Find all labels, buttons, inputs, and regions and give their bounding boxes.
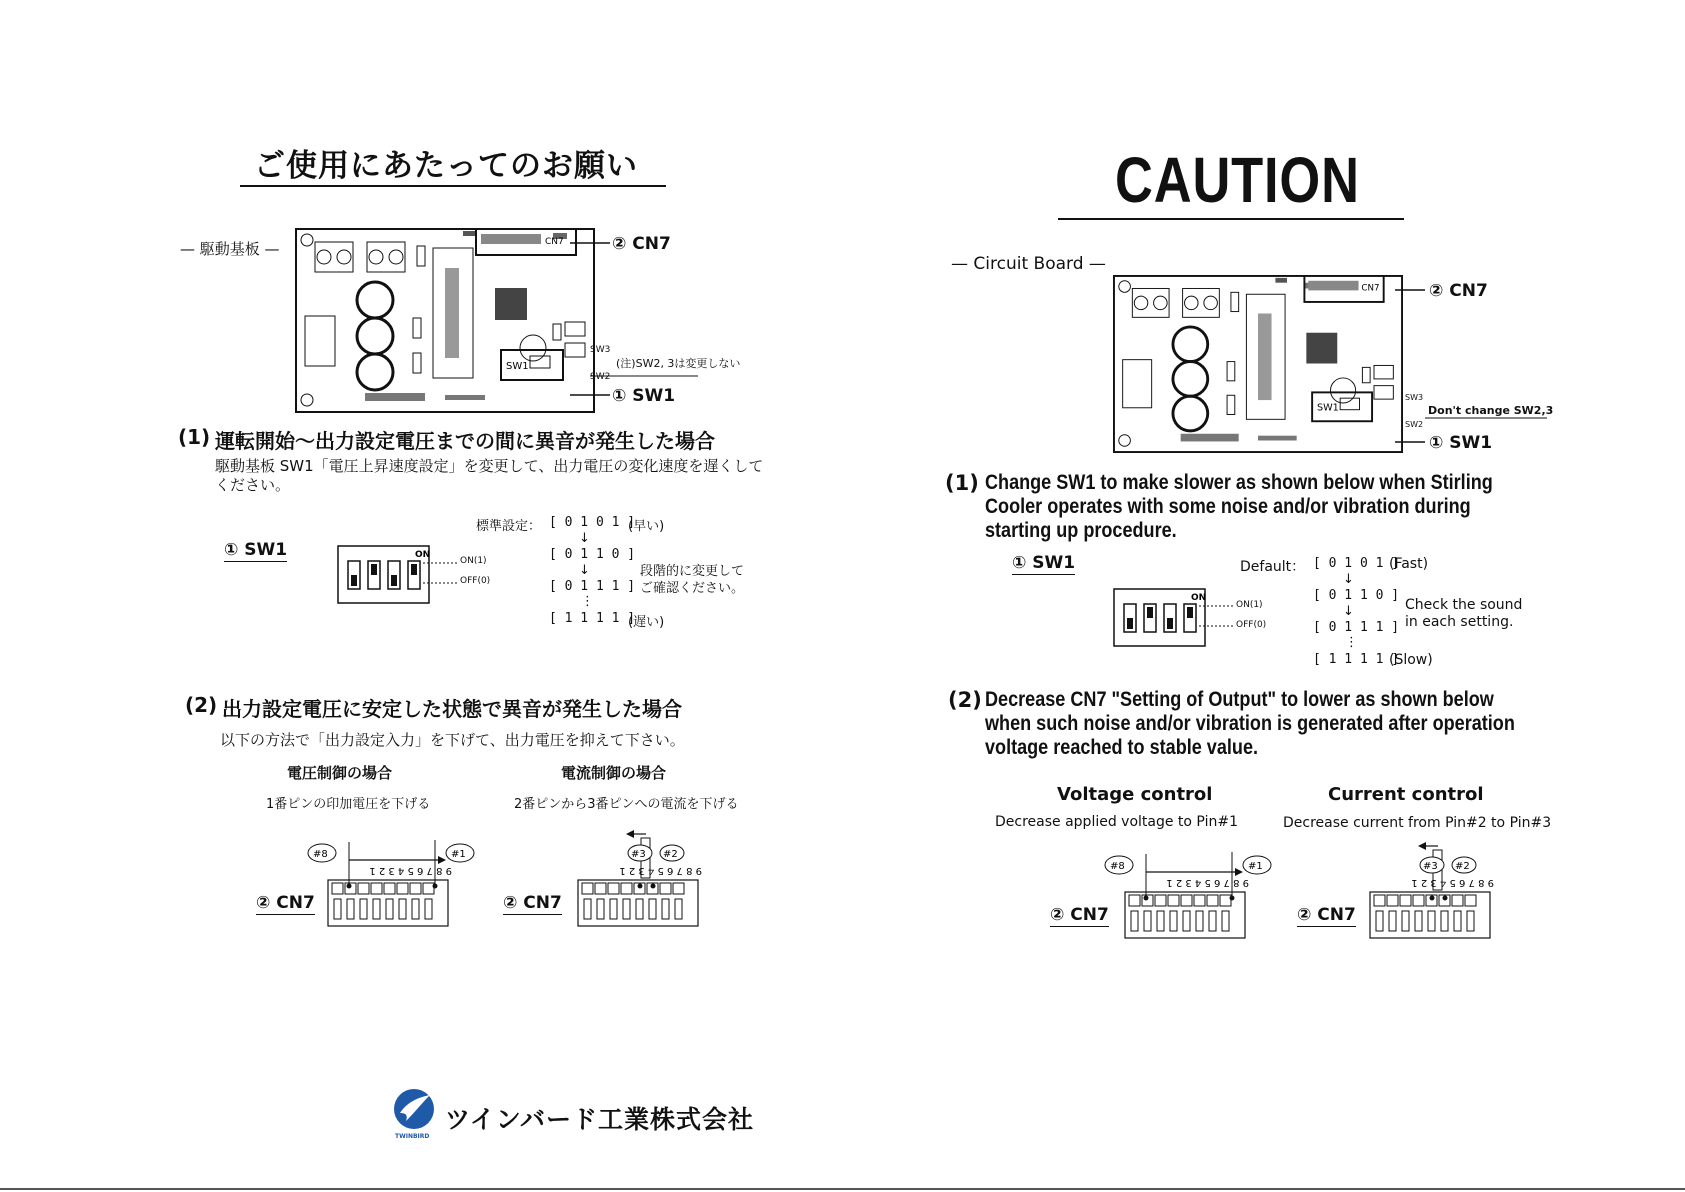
en-on-label: ON(1) xyxy=(1236,600,1263,610)
en-circuit-board-image xyxy=(1113,275,1403,453)
jp-page-title: ご使用にあたってのお願い xyxy=(254,148,638,184)
jp-circuit-board-image xyxy=(295,228,595,413)
jp-dots: ⋮ xyxy=(581,594,594,609)
en-s2-heading-line3: voltage reached to stable value. xyxy=(985,736,1259,759)
jp-arrow-2: ↓ xyxy=(579,563,590,578)
en-arrow-2: ↓ xyxy=(1343,604,1354,619)
jp-off-label: OFF(0) xyxy=(460,576,491,586)
jp-cc-desc: 2番ピンから3番ピンへの電流を下げる xyxy=(514,797,739,812)
jp-arrow-1: ↓ xyxy=(579,531,590,546)
en-pin1-label: #1 xyxy=(1248,861,1263,872)
jp-board-cn7-text: CN7 xyxy=(545,237,564,247)
jp-vc-cn7-label: ② CN7 xyxy=(256,893,315,913)
en-sw1-label: ① SW1 xyxy=(1012,553,1076,573)
en-dip-on-mark: ON xyxy=(1191,593,1207,603)
jp-board-label: — 駆動基板 — xyxy=(180,240,280,258)
en-current-connector xyxy=(1352,840,1532,940)
en-cc-pin-digits: 9 8 7 6 5 4 3 2 1 xyxy=(1411,877,1494,888)
en-sw2-label: SW2 xyxy=(1405,420,1424,429)
jp-vc-title: 電圧制御の場合 xyxy=(287,764,393,782)
jp-s1-number: (1) xyxy=(178,425,211,449)
jp-fast-label: (早い) xyxy=(628,519,665,534)
jp-pin3-label: #3 xyxy=(631,849,646,860)
en-check-line1: Check the sound xyxy=(1405,597,1523,613)
en-default-label: Default： xyxy=(1240,559,1306,575)
jp-s1-body-line2: ください。 xyxy=(215,476,291,494)
jp-stepwise-line1: 段階的に変更して xyxy=(640,564,745,579)
jp-seq-1: [ 0 1 1 0 ] xyxy=(549,547,636,562)
twinbird-brand-text: TWINBIRD xyxy=(395,1133,430,1140)
jp-vc-desc: 1番ピンの印加電圧を下げる xyxy=(266,797,431,812)
en-off-label: OFF(0) xyxy=(1236,620,1267,630)
jp-title-underline xyxy=(240,185,666,187)
jp-default-label: 標準設定： xyxy=(476,519,542,534)
en-board-label: — Circuit Board — xyxy=(951,254,1106,274)
en-s1-heading-line1: Change SW1 to make slower as shown below when Stirling xyxy=(985,471,1493,494)
jp-company-name: ツインバード工業株式会社 xyxy=(445,1105,755,1134)
en-s1-number: (1) xyxy=(945,471,979,495)
en-s2-heading-line1: Decrease CN7 "Setting of Output" to lower as shown below xyxy=(985,688,1494,711)
en-s2-heading-line2: when such noise and/or vibration is generated after operation xyxy=(985,712,1515,735)
en-board-cn7-text: CN7 xyxy=(1361,283,1380,294)
page-bottom-edge xyxy=(0,1188,1685,1190)
jp-seq-0: [ 0 1 0 1 ] xyxy=(549,515,636,530)
en-seq-1: [ 0 1 1 0 ] xyxy=(1313,588,1400,603)
jp-seq-3: [ 1 1 1 1 ] xyxy=(549,611,636,626)
en-s1-heading-line3: starting up procedure. xyxy=(985,519,1177,542)
en-callout-lines xyxy=(1395,285,1550,455)
en-board-sw1-text: SW1 xyxy=(1316,402,1339,414)
jp-current-connector xyxy=(560,828,740,928)
jp-s1-body-line1: 駆動基板 SW1「電圧上昇速度設定」を変更して、出力電圧の変化速度を遅くして xyxy=(215,457,764,475)
en-check-line2: in each setting. xyxy=(1405,614,1514,630)
jp-vc-pin-digits: 9 8 7 6 5 4 3 2 1 xyxy=(369,865,452,876)
en-sw3-label: SW3 xyxy=(1405,393,1424,402)
jp-pin8-label: #8 xyxy=(313,849,328,860)
en-dots: ⋮ xyxy=(1345,635,1358,650)
en-cc-title: Current control xyxy=(1328,784,1484,805)
jp-on-label: ON(1) xyxy=(460,556,487,566)
en-vc-title: Voltage control xyxy=(1057,784,1213,805)
jp-cc-pin-digits: 9 8 7 6 5 4 3 2 1 xyxy=(619,865,702,876)
jp-cn7-callout: ② CN7 xyxy=(612,234,671,254)
en-vc-cn7-label: ② CN7 xyxy=(1050,905,1109,925)
jp-board-sw1-text: SW1 xyxy=(506,361,529,372)
en-page-title: CAUTION xyxy=(1115,144,1360,216)
en-pin3-label: #3 xyxy=(1423,861,1438,872)
jp-pin2-label: #2 xyxy=(663,849,678,860)
en-seq-2: [ 0 1 1 1 ] xyxy=(1313,620,1400,635)
en-cc-cn7-label: ② CN7 xyxy=(1297,905,1356,925)
en-pin8-label: #8 xyxy=(1110,861,1125,872)
en-dip-switch-image xyxy=(1113,588,1273,648)
en-sw-note: Don't change SW2,3 xyxy=(1428,404,1554,417)
jp-voltage-connector xyxy=(300,836,480,928)
en-cc-desc: Decrease current from Pin#2 to Pin#3 xyxy=(1283,815,1552,831)
jp-dip-switch-image xyxy=(337,545,497,605)
jp-seq-2: [ 0 1 1 1 ] xyxy=(549,579,636,594)
en-seq-0: [ 0 1 0 1 ] xyxy=(1313,556,1400,571)
jp-cc-cn7-label: ② CN7 xyxy=(503,893,562,913)
jp-sw1-callout: ① SW1 xyxy=(612,386,676,406)
jp-callout-lines xyxy=(570,238,700,408)
jp-s1-heading: 運転開始〜出力設定電圧までの間に異音が発生した場合 xyxy=(215,429,715,453)
jp-dip-on-mark: ON xyxy=(415,550,431,560)
en-s2-number: (2) xyxy=(948,688,982,712)
jp-sw1-label: ① SW1 xyxy=(224,540,288,560)
en-s1-heading-line2: Cooler operates with some noise and/or vibration during xyxy=(985,495,1471,518)
en-slow-label: (Slow) xyxy=(1389,652,1433,668)
jp-s2-heading: 出力設定電圧に安定した状態で異音が発生した場合 xyxy=(222,697,682,721)
en-pin2-label: #2 xyxy=(1455,861,1470,872)
en-seq-3: [ 1 1 1 1 ] xyxy=(1313,652,1400,667)
en-title-underline xyxy=(1058,218,1404,220)
en-vc-desc: Decrease applied voltage to Pin#1 xyxy=(995,814,1238,830)
jp-cc-title: 電流制御の場合 xyxy=(561,764,667,782)
jp-sw2-label: SW2 xyxy=(590,372,611,382)
jp-sw-note: (注)SW2, 3は変更しない xyxy=(616,357,741,370)
jp-s2-body: 以下の方法で「出力設定入力」を下げて、出力電圧を抑えて下さい。 xyxy=(220,731,685,749)
twinbird-bird-logo xyxy=(392,1087,436,1131)
jp-s2-number: (2) xyxy=(185,693,218,717)
en-fast-label: (Fast) xyxy=(1389,556,1429,572)
en-cn7-callout: ② CN7 xyxy=(1429,281,1488,301)
en-sw1-callout: ① SW1 xyxy=(1429,433,1493,453)
en-arrow-1: ↓ xyxy=(1343,572,1354,587)
jp-slow-label: (遅い) xyxy=(628,615,665,630)
jp-pin1-label: #1 xyxy=(451,849,466,860)
jp-sw3-label: SW3 xyxy=(590,345,611,355)
en-vc-pin-digits: 9 8 7 6 5 4 3 2 1 xyxy=(1166,877,1249,888)
jp-stepwise-line2: ご確認ください。 xyxy=(640,581,745,596)
en-voltage-connector xyxy=(1097,848,1277,940)
